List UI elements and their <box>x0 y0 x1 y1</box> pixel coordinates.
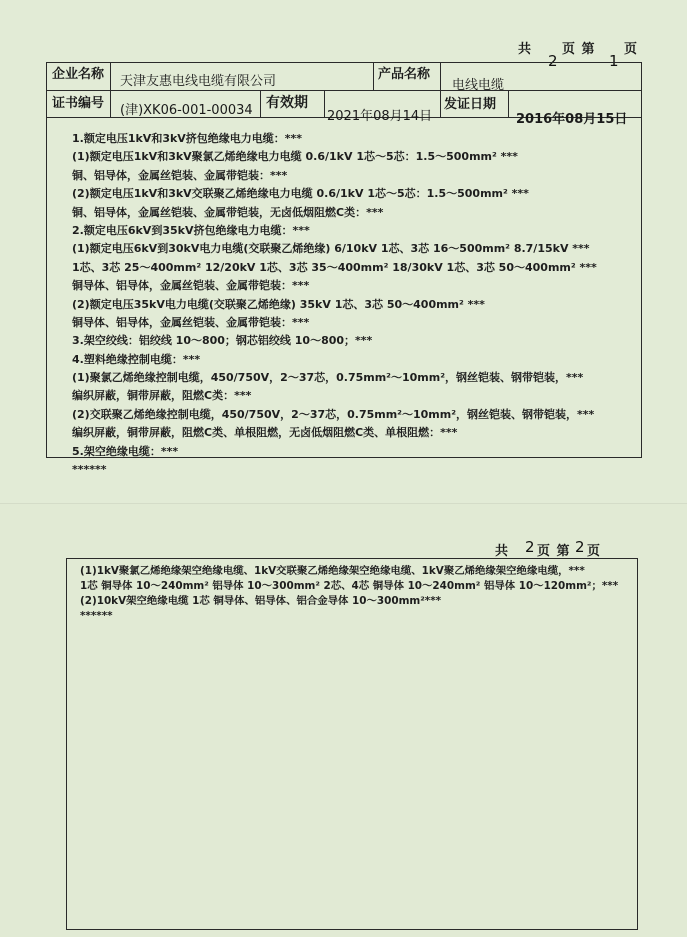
scope-line: 铜、铝导体，金属丝铠装、金属带铠装，无卤低烟阻燃C类：*** <box>72 205 384 219</box>
scope-line: 1芯 铜导体 10～240mm² 铝导体 10～300mm² 2芯、4芯 铜导体 10～240mm² 铝导体 10～120mm²；*** <box>80 580 619 592</box>
scope-line: 3.架空绞线：铝绞线 10～800；钢芯铝绞线 10～800；*** <box>72 334 373 348</box>
product-name-label: 产品名称 <box>378 67 431 82</box>
scope-line: (2)额定电压35kV电力电缆(交联聚乙烯绝缘) 35kV 1芯、3芯 50～400mm² *** <box>72 297 485 311</box>
scope-text <box>80 564 618 624</box>
total-pages: 2 <box>525 538 536 556</box>
issue-date-value: 2016年08月15日 <box>516 112 628 127</box>
scope-line: (1)额定电压1kV和3kV聚氯乙烯绝缘电力电缆 0.6/1kV 1芯～5芯：1.5～500mm² *** <box>72 150 518 164</box>
scope-line: 铜导体、铝导体，金属丝铠装、金属带铠装：*** <box>72 279 310 293</box>
scope-line: (1)1kV聚氯乙烯绝缘架空绝缘电缆、1kV交联聚乙烯绝缘架空绝缘电缆、1kV聚乙烯绝缘架空绝缘电缆，*** <box>80 565 585 577</box>
scope-line: (2)交联聚乙烯绝缘控制电缆，450/750V，2～37芯，0.75mm²～10mm²，钢丝铠装、钢带铠装，*** <box>72 407 595 421</box>
certificate-number-value: (津)XK06-001-00034 <box>120 103 253 118</box>
scope-line: 铜、铝导体，金属丝铠装、金属带铠装：*** <box>72 168 288 182</box>
page-counter: 共 2 页 第 2 页 <box>495 538 602 559</box>
scope-line: (2)10kV架空绝缘电缆 1芯 铜导体、铝导体、铝合金导体 10～300mm²*** <box>80 595 442 607</box>
issue-date-label: 发证日期 <box>444 97 497 112</box>
scope-line: (1)额定电压6kV到30kV电力电缆(交联聚乙烯绝缘) 6/10kV 1芯、3芯 16～500mm² 8.7/15kV *** <box>72 242 590 256</box>
scope-line: 1.额定电压1kV和3kV挤包绝缘电力电缆：*** <box>72 132 303 145</box>
current-page: 1 <box>609 52 620 70</box>
validity-label: 有效期 <box>266 95 308 111</box>
scope-line: ****** <box>72 463 107 477</box>
total-pages: 2 <box>548 52 559 70</box>
product-name-value: 电线电缆 <box>452 78 505 93</box>
certificate-number-label: 证书编号 <box>52 96 105 111</box>
certificate-page-2 <box>0 503 687 937</box>
scope-line: 铜导体、铝导体，金属丝铠装、金属带铠装：*** <box>72 315 310 329</box>
scope-line: 1芯、3芯 25～400mm² 12/20kV 1芯、3芯 35～400mm² 18/30kV 1芯、3芯 50～400mm² *** <box>72 260 597 274</box>
company-name-value: 天津友惠电线电缆有限公司 <box>120 74 277 89</box>
scope-text <box>72 130 597 479</box>
page-counter: 共 页 第 页 2 1 <box>518 42 639 70</box>
company-name-label: 企业名称 <box>52 67 105 82</box>
scope-line: 5.架空绝缘电缆：*** <box>72 444 179 458</box>
scope-line: 编织屏蔽，铜带屏蔽，阻燃C类：*** <box>72 389 252 403</box>
scope-line: ****** <box>80 610 113 622</box>
scope-line: 2.额定电压6kV到35kV挤包绝缘电力电缆：*** <box>72 223 310 237</box>
scope-line: (1)聚氯乙烯绝缘控制电缆，450/750V，2～37芯，0.75mm²～10mm²，钢丝铠装、钢带铠装，*** <box>72 371 584 385</box>
scope-line: 编织屏蔽，铜带屏蔽，阻燃C类、单根阻燃，无卤低烟阻燃C类、单根阻燃：*** <box>72 426 458 440</box>
validity-value: 2021年08月14日 <box>327 109 433 124</box>
current-page: 2 <box>575 538 586 556</box>
scope-line: (2)额定电压1kV和3kV交联聚乙烯绝缘电力电缆 0.6/1kV 1芯～5芯：1.5～500mm² *** <box>72 187 529 201</box>
scope-line: 4.塑料绝缘控制电缆：*** <box>72 352 201 366</box>
